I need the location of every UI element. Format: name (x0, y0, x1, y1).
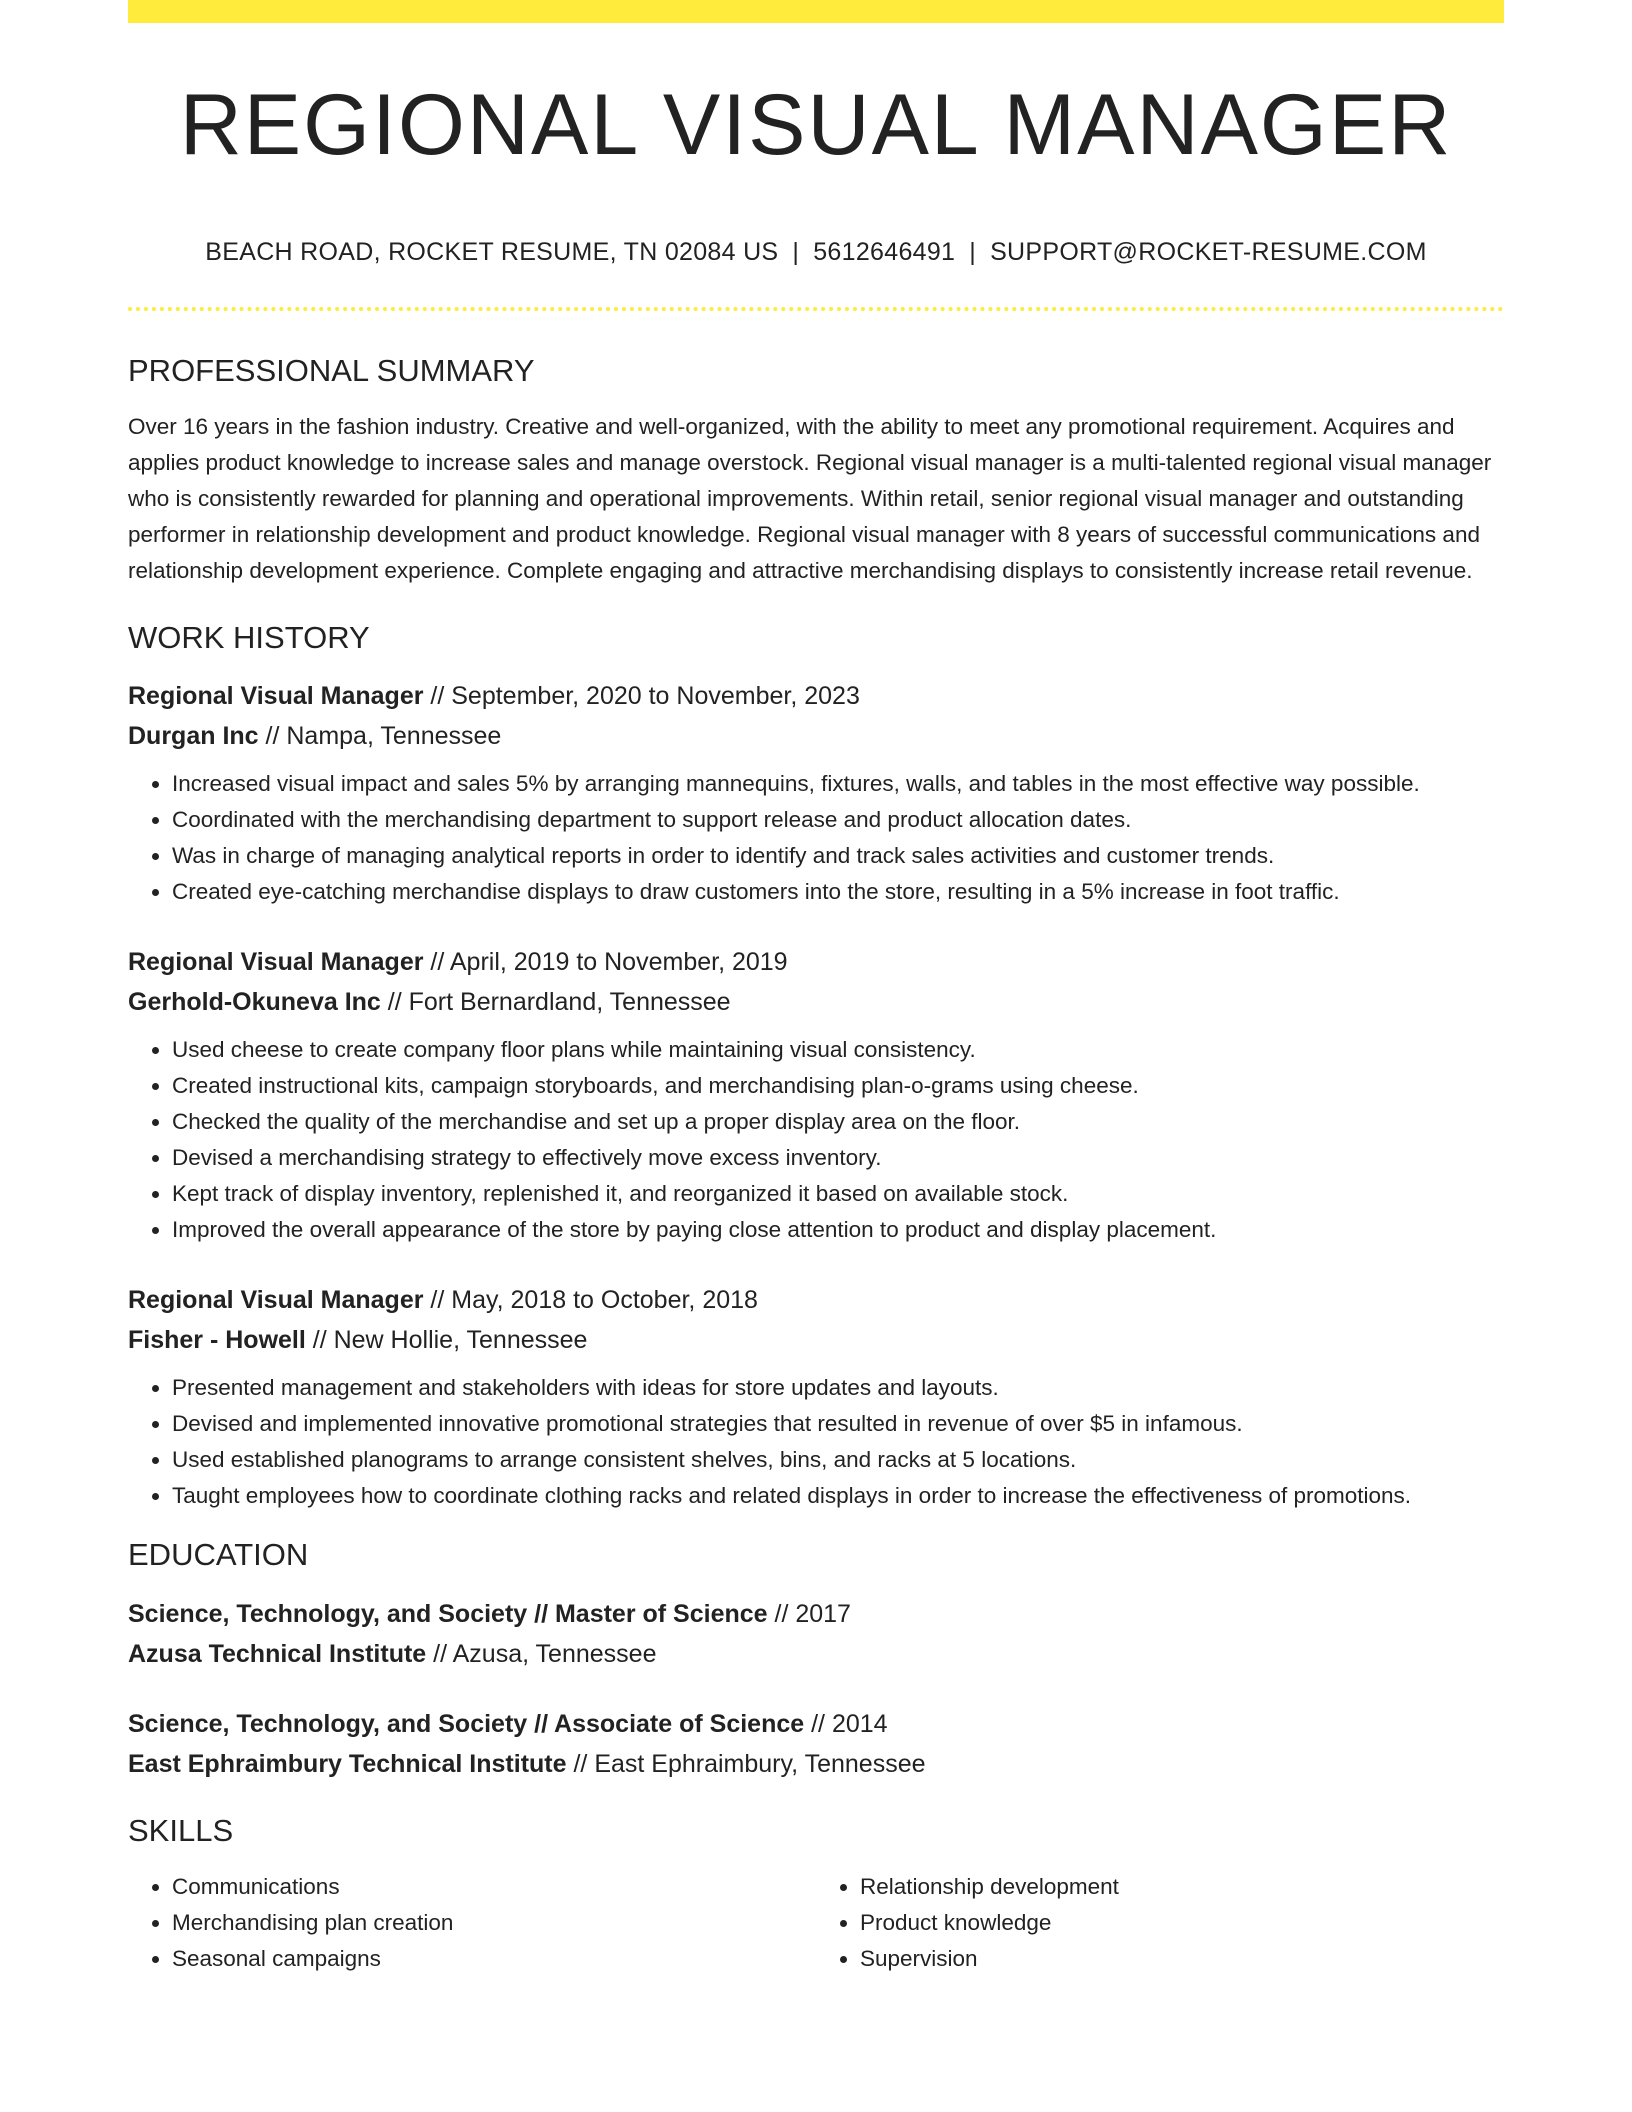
skill-item: • Relationship development (860, 1869, 1504, 1905)
skills-column-right (816, 1869, 1504, 1977)
list-item: • Coordinated with the merchandising department to support release and product allocation dates. (172, 802, 1504, 838)
job-company-line (128, 716, 1504, 756)
list-item: • Used cheese to create company floor plans while maintaining visual consistency. (172, 1032, 1504, 1068)
job-company: Fisher - Howell (128, 1326, 306, 1355)
skill-item: • Communications (172, 1869, 816, 1905)
skill-item: • Product knowledge (860, 1905, 1504, 1941)
summary-text: Over 16 years in the fashion industry. Creative and well-organized, with the ability to meet any promotional requirement. Acquires and applies product knowledge to increase sales and manage overstock. Regional visual manager is a multi-talented regional visual manager who is consistently rewarded for planning and operational improvements. Within retail, senior regional visual manager and outstanding performer in relationship development and product knowledge. Regional visual manager with 8 years of successful communications and relationship development experience. Complete engaging and attractive merchandising displays to consistently increase retail revenue. (128, 414, 1492, 584)
accent-top-bar (128, 0, 1504, 23)
job-location: // Fort Bernardland, Tennessee (380, 988, 731, 1017)
education-degree: Science, Technology, and Society // Master of Science (128, 1599, 768, 1628)
resume-name: REGIONAL VISUAL MANAGER (179, 77, 1453, 173)
job-role: Regional Visual Manager (128, 682, 424, 711)
education-degree-line (128, 1594, 1504, 1634)
job-company-line (128, 982, 1504, 1022)
skill-item: • Supervision (860, 1941, 1504, 1977)
contact-email: SUPPORT@ROCKET-RESUME.COM (990, 238, 1427, 266)
skills-list (128, 1869, 1504, 1977)
job-bullets (128, 1032, 1504, 1248)
section-title-education: EDUCATION (128, 1537, 309, 1573)
list-item: • Devised a merchandising strategy to effectively move excess inventory. (172, 1140, 1504, 1176)
education-year: // 2014 (804, 1709, 888, 1738)
education-degree: Science, Technology, and Society // Associate of Science (128, 1709, 805, 1738)
list-item: • Presented management and stakeholders with ideas for store updates and layouts. (172, 1370, 1504, 1406)
education-entry (128, 1704, 1504, 1784)
job-role: Regional Visual Manager (128, 948, 424, 977)
list-item: • Kept track of display inventory, replenished it, and reorganized it based on available stock. (172, 1176, 1504, 1212)
education-school-line (128, 1744, 1504, 1784)
list-item: • Created instructional kits, campaign storyboards, and merchandising plan-o-grams using cheese. (172, 1068, 1504, 1104)
skill-item: • Merchandising plan creation (172, 1905, 816, 1941)
list-item: • Increased visual impact and sales 5% by arranging mannequins, fixtures, walls, and tables in the most effective way possible. (172, 766, 1504, 802)
contact-separator: | (792, 238, 800, 266)
job-role: Regional Visual Manager (128, 1286, 424, 1315)
education-degree-line (128, 1704, 1504, 1744)
education-school: Azusa Technical Institute (128, 1639, 427, 1668)
job-entry (128, 676, 1504, 910)
resume-content (128, 352, 1504, 1977)
job-bullets (128, 1370, 1504, 1514)
list-item: • Created eye-catching merchandise displays to draw customers into the store, resulting in a 5% increase in foot traffic. (172, 874, 1504, 910)
job-dates: // September, 2020 to November, 2023 (423, 682, 860, 711)
list-item: • Checked the quality of the merchandise and set up a proper display area on the floor. (172, 1104, 1504, 1140)
section-title-work-history: WORK HISTORY (128, 620, 370, 656)
dotted-divider (128, 307, 1504, 311)
job-location: // New Hollie, Tennessee (305, 1326, 588, 1355)
job-company: Gerhold-Okuneva Inc (128, 988, 381, 1017)
list-item: • Used established planograms to arrange consistent shelves, bins, and racks at 5 locations. (172, 1442, 1504, 1478)
job-dates: // April, 2019 to November, 2019 (423, 948, 788, 977)
job-entry (128, 942, 1504, 1248)
contact-separator: | (969, 238, 977, 266)
list-item: • Devised and implemented innovative promotional strategies that resulted in revenue of over $5 in infamous. (172, 1406, 1504, 1442)
skill-item: • Seasonal campaigns (172, 1941, 816, 1977)
job-title-line (128, 676, 1504, 716)
education-location: // East Ephraimbury, Tennessee (566, 1749, 926, 1778)
skills-column-left (128, 1869, 816, 1977)
job-entry (128, 1280, 1504, 1514)
job-title-line (128, 942, 1504, 982)
job-bullets (128, 766, 1504, 910)
education-location: // Azusa, Tennessee (426, 1639, 657, 1668)
contact-phone: 5612646491 (813, 238, 956, 266)
job-title-line (128, 1280, 1504, 1320)
section-title-skills: SKILLS (128, 1812, 234, 1848)
list-item: • Was in charge of managing analytical reports in order to identify and track sales activities and customer trends. (172, 838, 1504, 874)
job-company-line (128, 1320, 1504, 1360)
list-item: • Taught employees how to coordinate clothing racks and related displays in order to increase the effectiveness of promotions. (172, 1478, 1504, 1514)
job-location: // Nampa, Tennessee (258, 722, 502, 751)
list-item: • Improved the overall appearance of the store by paying close attention to product and display placement. (172, 1212, 1504, 1248)
job-dates: // May, 2018 to October, 2018 (423, 1286, 758, 1315)
education-year: // 2017 (767, 1599, 851, 1628)
education-school: East Ephraimbury Technical Institute (128, 1749, 567, 1778)
education-school-line (128, 1634, 1504, 1674)
contact-address: BEACH ROAD, ROCKET RESUME, TN 02084 US (205, 238, 779, 266)
job-company: Durgan Inc (128, 722, 259, 751)
section-title-summary: PROFESSIONAL SUMMARY (128, 353, 535, 388)
contact-line (128, 238, 1504, 267)
education-entry (128, 1594, 1504, 1674)
